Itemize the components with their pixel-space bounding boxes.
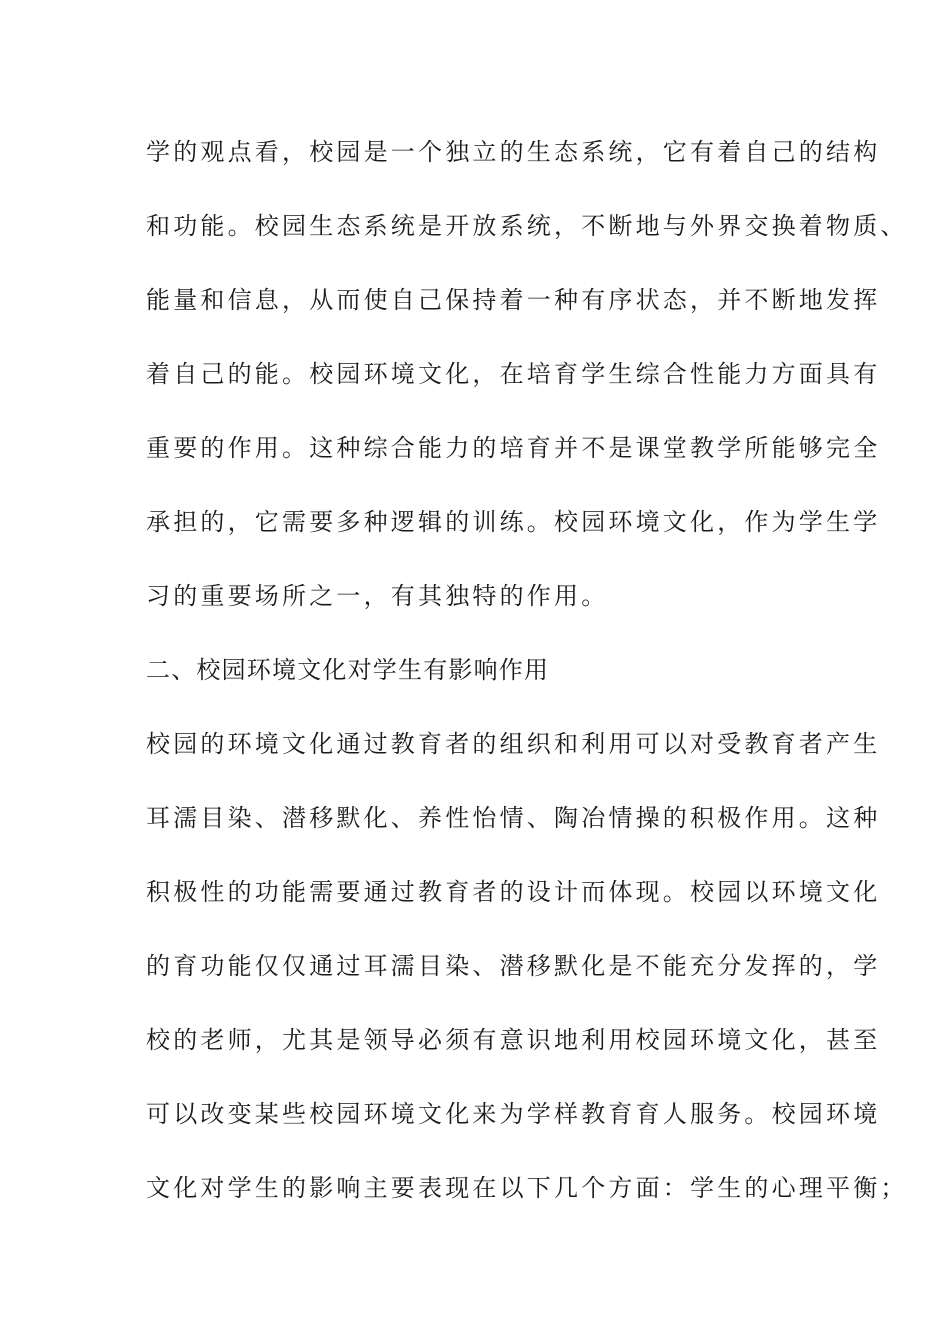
paragraph-1-line-6: 承担的，它需要多种逻辑的训练。校园环境文化，作为学生学	[146, 508, 881, 536]
paragraph-2-line-7: 文化对学生的影响主要表现在以下几个方面：学生的心理平衡；	[146, 1174, 908, 1202]
paragraph-1-line-2: 和功能。校园生态系统是开放系统，不断地与外界交换着物质、	[146, 212, 908, 240]
section-heading: 二、校园环境文化对学生有影响作用	[146, 656, 550, 684]
paragraph-2-line-2: 耳濡目染、潜移默化、养性怡情、陶冶情操的积极作用。这种	[146, 804, 881, 832]
paragraph-2-line-1: 校园的环境文化通过教育者的组织和利用可以对受教育者产生	[146, 730, 881, 758]
paragraph-2-line-6: 可以改变某些校园环境文化来为学样教育育人服务。校园环境	[146, 1100, 881, 1128]
paragraph-1-line-1: 学的观点看，校园是一个独立的生态系统，它有着自己的结构	[146, 138, 881, 166]
paragraph-1-line-7: 习的重要场所之一，有其独特的作用。	[146, 582, 609, 610]
paragraph-2-line-3: 积极性的功能需要通过教育者的设计而体现。校园以环境文化	[146, 878, 881, 906]
paragraph-2-line-4: 的育功能仅仅通过耳濡目染、潜移默化是不能充分发挥的，学	[146, 952, 881, 980]
paragraph-2-line-5: 校的老师，尤其是领导必须有意识地利用校园环境文化，甚至	[146, 1026, 881, 1054]
paragraph-1-line-5: 重要的作用。这种综合能力的培育并不是课堂教学所能够完全	[146, 434, 881, 462]
paragraph-1-line-4: 着自己的能。校园环境文化，在培育学生综合性能力方面具有	[146, 360, 881, 388]
paragraph-1-line-3: 能量和信息，从而使自己保持着一种有序状态，并不断地发挥	[146, 286, 881, 314]
